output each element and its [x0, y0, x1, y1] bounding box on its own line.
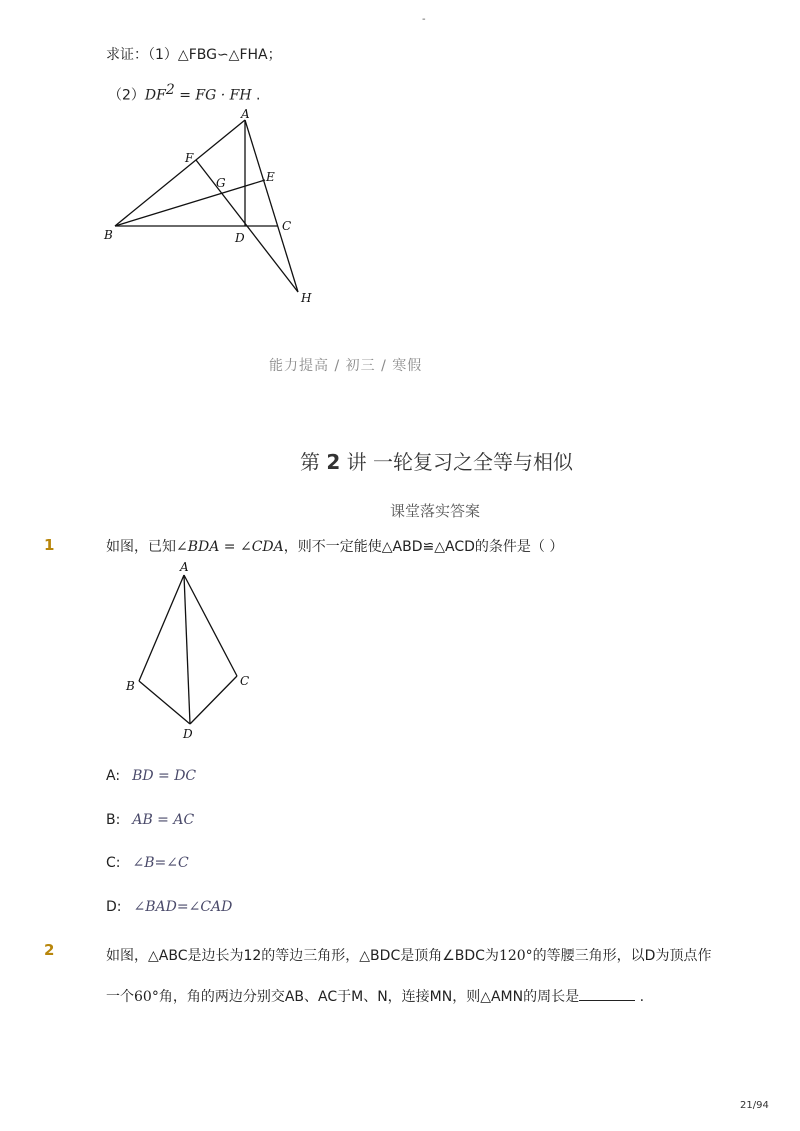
- question-2-line-2: [106, 986, 644, 1006]
- q1-text-pre: 如图，已知: [106, 539, 176, 555]
- proof-part2-end: .: [251, 87, 261, 104]
- q1-condition: ∠BDA = ∠CDA: [176, 539, 284, 555]
- q2-line1-num: 120°: [498, 948, 533, 964]
- fig2-label-D: D: [183, 727, 193, 741]
- lecture-number: 2: [326, 450, 341, 474]
- q1-option-a: [106, 768, 196, 784]
- q2-line1-b: 的等腰三角形，以D为顶点作: [532, 948, 712, 964]
- q1-option-a-value: BD = DC: [132, 768, 197, 784]
- page-number: 21/94: [740, 1100, 769, 1111]
- q1-option-b: [106, 812, 194, 828]
- lecture-suffix: 讲 一轮复习之全等与相似: [340, 450, 573, 474]
- fig2-label-B: B: [126, 679, 135, 693]
- proof-part1: △FBG∽△FHA；: [177, 47, 282, 63]
- fig2-line-CD: [190, 676, 237, 724]
- q1-option-c-letter: C:: [106, 855, 121, 871]
- fig2-line-AD: [184, 575, 190, 724]
- q2-line1-a: 如图，△ABC是边长为12的等边三角形，△BDC是顶角∠BDC为: [106, 948, 499, 964]
- question-2-line-1: [106, 945, 711, 965]
- fig1-label-H: H: [301, 291, 312, 305]
- figure-2-diagram: [0, 555, 800, 745]
- fig1-label-E: E: [266, 170, 275, 184]
- section-subtitle: 课堂落实答案: [390, 502, 481, 520]
- fig1-label-C: C: [282, 219, 292, 233]
- question-2-number: 2: [44, 941, 55, 959]
- q2-line2-num: 60°: [134, 989, 159, 1005]
- q1-option-a-letter: A:: [106, 768, 121, 784]
- lecture-prefix: 第: [300, 450, 327, 474]
- q1-option-d-letter: D:: [106, 899, 122, 915]
- q2-line2-a: 一个: [106, 989, 134, 1005]
- q1-option-d-value: ∠BAD=∠CAD: [133, 899, 233, 915]
- proof-part2-rhs: = FG · FH: [174, 87, 252, 104]
- q2-answer-blank[interactable]: [579, 988, 635, 1001]
- proof-part2-exp: 2: [165, 82, 175, 98]
- q1-option-d: [106, 899, 232, 915]
- fig2-line-BD: [139, 681, 190, 724]
- question-1-text: [106, 536, 563, 556]
- fig2-line-AC: [184, 575, 237, 676]
- fig2-line-AB: [139, 575, 184, 681]
- fig1-label-G: G: [216, 176, 226, 190]
- q2-line2-b: 角，角的两边分别交AB、AC于M、N，连接MN，则△AMN的周长是: [158, 989, 580, 1005]
- proof-prefix: 求证：（1）: [106, 47, 178, 63]
- q1-option-b-letter: B:: [106, 812, 121, 828]
- fig1-line-AH: [245, 120, 298, 292]
- q1-option-c-value: ∠B=∠C: [132, 855, 189, 871]
- fig2-label-C: C: [240, 674, 250, 688]
- fig1-label-B: B: [104, 228, 113, 242]
- fig1-label-F: F: [185, 151, 194, 165]
- course-line: 能力提高 / 初三 / 寒假: [269, 358, 423, 374]
- fig1-line-BE: [115, 180, 265, 226]
- q1-option-c: [106, 855, 189, 871]
- q1-option-b-value: AB = AC: [132, 812, 195, 828]
- header-mark: -: [422, 14, 426, 25]
- q2-line2-end: .: [635, 989, 645, 1005]
- q1-text-post: ，则不一定能使△ABD≌△ACD的条件是（ ）: [283, 539, 564, 555]
- proof-part2-label: （2）: [108, 87, 145, 104]
- fig1-label-D: D: [235, 231, 245, 245]
- proof-part2-lhs: DF: [144, 87, 166, 104]
- fig1-label-A: A: [241, 107, 250, 121]
- fig1-line-BA: [115, 120, 245, 226]
- figure-1-diagram: [0, 0, 800, 320]
- lecture-title: [300, 446, 573, 475]
- fig2-label-A: A: [180, 560, 189, 574]
- question-1-number: 1: [44, 536, 55, 554]
